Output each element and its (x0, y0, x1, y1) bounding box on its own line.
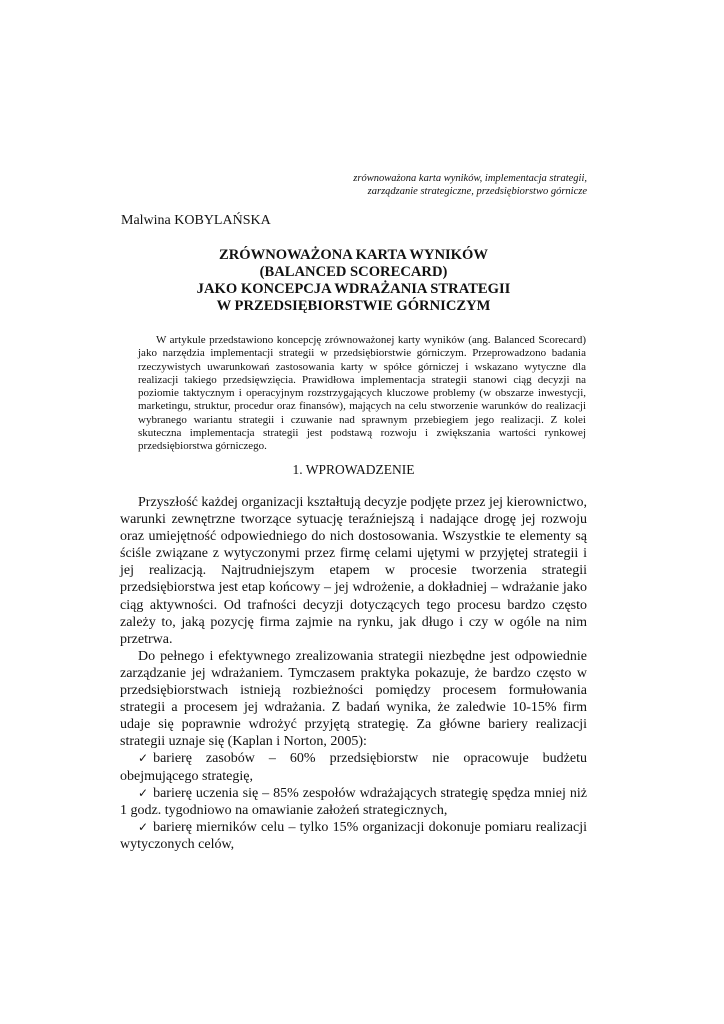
title-line-2: (BALANCED SCORECARD) (259, 264, 448, 280)
list-item-text: barierę zasobów – 60% przedsiębiorstw nie opracowuje budżetu obejmującego strategię, (120, 751, 587, 784)
keywords-line-2: zarządzanie strategiczne, przedsiębiorstwo górnicze (367, 186, 587, 197)
list-item (120, 785, 587, 819)
list-item-text: barierę mierników celu – tylko 15% organizacji dokonuje pomiaru realizacji wytyczonych celów, (120, 819, 587, 852)
list-item-text: barierę uczenia się – 85% zespołów wdrażających strategię spędza mniej niż 1 godz. tygodniowo na omawianie założeń strategicznych, (120, 785, 587, 818)
paper-title (120, 247, 587, 315)
author-name: Malwina KOBYLAŃSKA (121, 213, 271, 228)
checkmark-icon: ✓ (138, 751, 149, 766)
keywords (300, 172, 587, 198)
checkmark-icon: ✓ (138, 819, 149, 834)
barrier-list (120, 750, 587, 853)
list-item (120, 750, 587, 784)
title-line-3: JAKO KONCEPCJA WDRAŻANIA STRATEGII (196, 281, 511, 297)
list-item (120, 819, 587, 853)
abstract: W artykule przedstawiono koncepcję zrównoważonej karty wyników (ang. Balanced Scorecard) jako narzędzia implementacji strategii w przedsiębiorstwie górniczym. Przeprowadzono badania rzeczywistych uwarunkowań zastosowania karty w spółce górniczej i wskazano wytyczne dla realizacji takiego przedsięwzięcia. Prawidłowa implementacja strategii stanowi ciąg decyzji na poziomie taktycznym i operacyjnym rozstrzygających kluczowe problemy (w obszarze inwestycji, marketingu, struktur, procedur oraz finansów), mających na celu stworzenie warunków do realizacji wybranego wariantu strategii i czuwanie nad sprawnym przebiegiem jego realizacji. Z kolei skuteczna implementacja strategii jest podstawą rozwoju i zwiększania wartości rynkowej przedsiębiorstwa górniczego. (138, 334, 586, 453)
body-text (120, 494, 587, 853)
title-line-4: W PRZEDSIĘBIORSTWIE GÓRNICZYM (216, 298, 491, 314)
section-heading: 1. WPROWADZENIE (292, 462, 415, 477)
paragraph: Do pełnego i efektywnego zrealizowania strategii niezbędne jest odpowiednie zarządzanie jej wdrażaniem. Tymczasem praktyka pokazuje, że bardzo często w przedsiębiorstwach istnieją rozbieżności pomiędzy procesem formułowania strategii a procesem jej wdrażania. Z badań wynika, że zaledwie 10-15% firm udaje się poprawnie wdrożyć przyjętą strategię. Za główne bariery realizacji strategii uznaje się (Kaplan i Norton, 2005): (120, 648, 587, 750)
keywords-line-1: zrównoważona karta wyników, implementacja strategii, (353, 173, 587, 184)
title-line-1: ZRÓWNOWAŻONA KARTA WYNIKÓW (219, 247, 488, 263)
paragraph: Przyszłość każdej organizacji kształtują decyzje podjęte przez jej kierownictwo, warunki zewnętrzne tworzące sytuację teraźniejszą i nadające drogę jej rozwoju oraz umiejętność odpowiedniego do nich dostosowania. Wszystkie te elementy są ściśle związane z wytyczonymi przez firmę celami ujętymi w przyjętej strategii i jej realizacją. Najtrudniejszym etapem w procesie tworzenia strategii przedsiębiorstwa jest etap końcowy – jej wdrożenie, a dokładniej – wdrażanie jako ciąg aktywności. Od trafności decyzji dotyczących tego procesu bardzo często zależy to, jaką pozycję firma zajmie na rynku, jak długo i czy w ogóle na nim przetrwa. (120, 495, 587, 647)
checkmark-icon: ✓ (138, 785, 149, 800)
